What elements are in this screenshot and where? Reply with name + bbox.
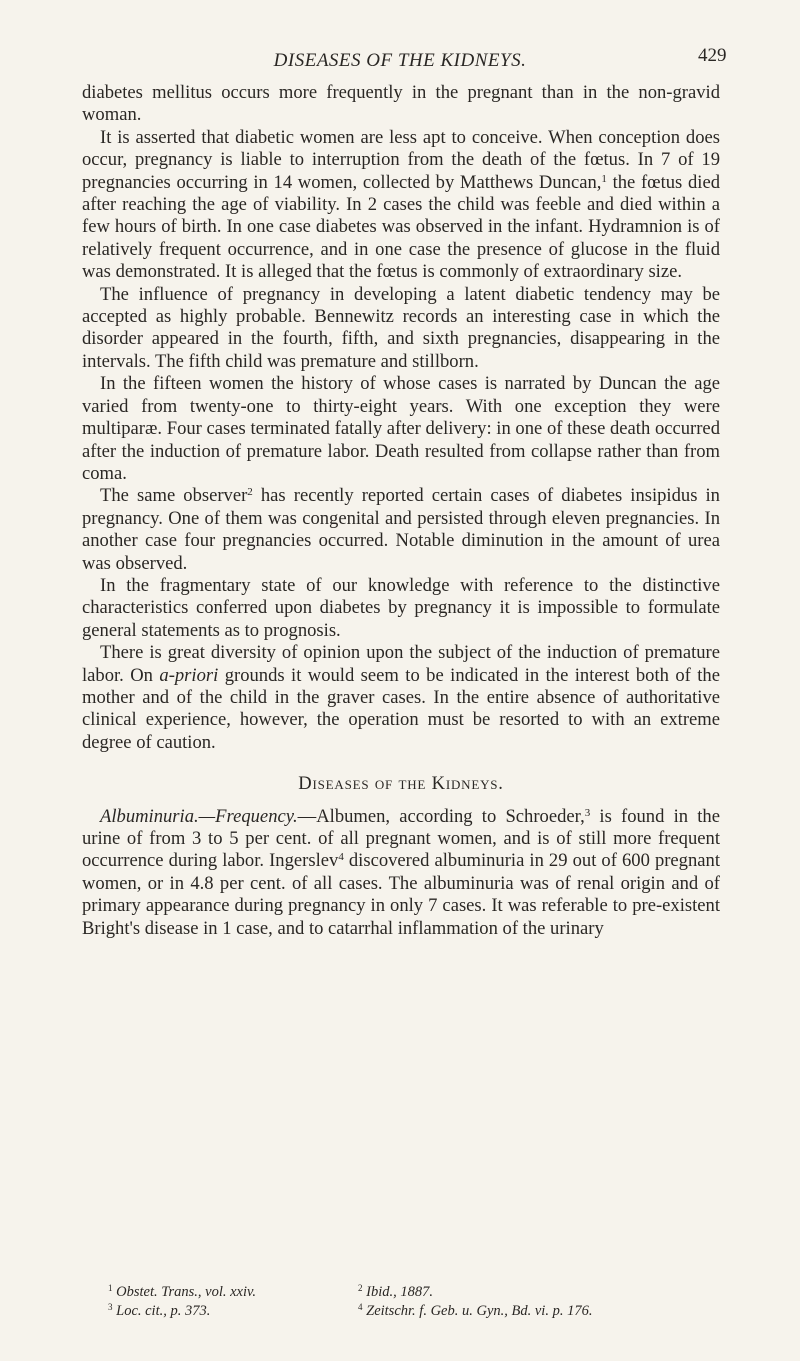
- footnote-ref: 1: [601, 172, 607, 185]
- footnote-ref: 4: [338, 851, 344, 864]
- paragraph: The influence of pregnancy in developing a latent diabetic tendency may be accepted as highly probable. Bennewitz records an interesting case in which the disorder appeared in the fourth, fifth, and sixth pregnancies, disappearing in the intervals. The fifth child was premature and stillborn.: [82, 283, 720, 372]
- paragraph: It is asserted that diabetic women are less apt to conceive. When conception does occur, pregnancy is liable to interruption from the death of the fœtus. In 7 of 19 pregnancies occurring in 14 women, collected by Matthews Duncan,$^1$ the fœtus died after reaching the age of viability. In 2 cases the child was feeble and died within a few hours of birth. In one case diabetes was observed in the infant. Hydramnion is of relatively frequent occurrence, and in one case the presence of glucose in the fluid was demonstrated. It is alleged that the fœtus is commonly of extraordinary size.: [82, 126, 720, 283]
- body-text: [82, 82, 720, 940]
- footnote-row: [108, 1283, 728, 1302]
- running-title: DISEASES OF THE KIDNEYS.: [273, 50, 527, 71]
- footnote-ref: 3: [584, 806, 591, 819]
- paragraph: The same observer$^2$ has recently reported certain cases of diabetes insipidus in pregnancy. One of them was congenital and persisted through eleven pregnancies. In another case four pregnancies occurred. Notable diminution in the amount of urea was observed.: [82, 485, 720, 574]
- paragraph: There is great diversity of opinion upon the subject of the induction of premature labor. On a-priori grounds it would seem to be indicated in the interest both of the mother and of the child in the graver cases. In the entire absence of authoritative clinical experience, however, the operation must be resorted to with an extreme degree of caution.: [82, 642, 720, 753]
- footnote-row: [108, 1302, 728, 1321]
- footnote: $^4$ Zeitschr. f. Geb. u. Gyn., Bd. vi. p. 176.: [358, 1302, 593, 1319]
- paragraph: In the fragmentary state of our knowledge with reference to the distinctive characteristics conferred upon diabetes by pregnancy it is impossible to formulate general statements as to prognosis.: [82, 574, 720, 641]
- footnote: $^1$ Obstet. Trans., vol. xxiv.: [108, 1283, 257, 1300]
- paragraph: diabetes mellitus occurs more frequently in the pregnant than in the non-gravid woman.: [82, 82, 720, 126]
- footnote: $^3$ Loc. cit., p. 373.: [108, 1302, 211, 1319]
- paragraph: In the fifteen women the history of whose cases is narrated by Duncan the age varied from twenty-one to thirty-eight years. With one exception they were multiparæ. Four cases terminated fatally after delivery: in one of these death occurred after the induction of premature labor. Death resulted from collapse rather than from coma.: [82, 373, 720, 484]
- page-number: 429: [698, 45, 727, 66]
- section-heading: Diseases of the Kidneys.: [298, 773, 504, 795]
- footnote-ref: 2: [247, 486, 253, 499]
- footnote: $^2$ Ibid., 1887.: [358, 1283, 433, 1300]
- footnotes: [108, 1283, 728, 1321]
- paragraph: Albuminuria.—Frequency.—Albumen, according to Schroeder,$^3$ is found in the urine of from 3 to 5 per cent. of all pregnant women, and is of still more frequent occurrence during labor. Ingerslev$^4$ discovered albuminuria in 29 out of 600 pregnant women, or in 4.8 per cent. of all cases. The albuminuria was of renal origin and of primary appearance during pregnancy in only 7 cases. It was referable to pre-existent Bright's disease in 1 case, and to catarrhal inflammation of the urinary: [82, 805, 720, 939]
